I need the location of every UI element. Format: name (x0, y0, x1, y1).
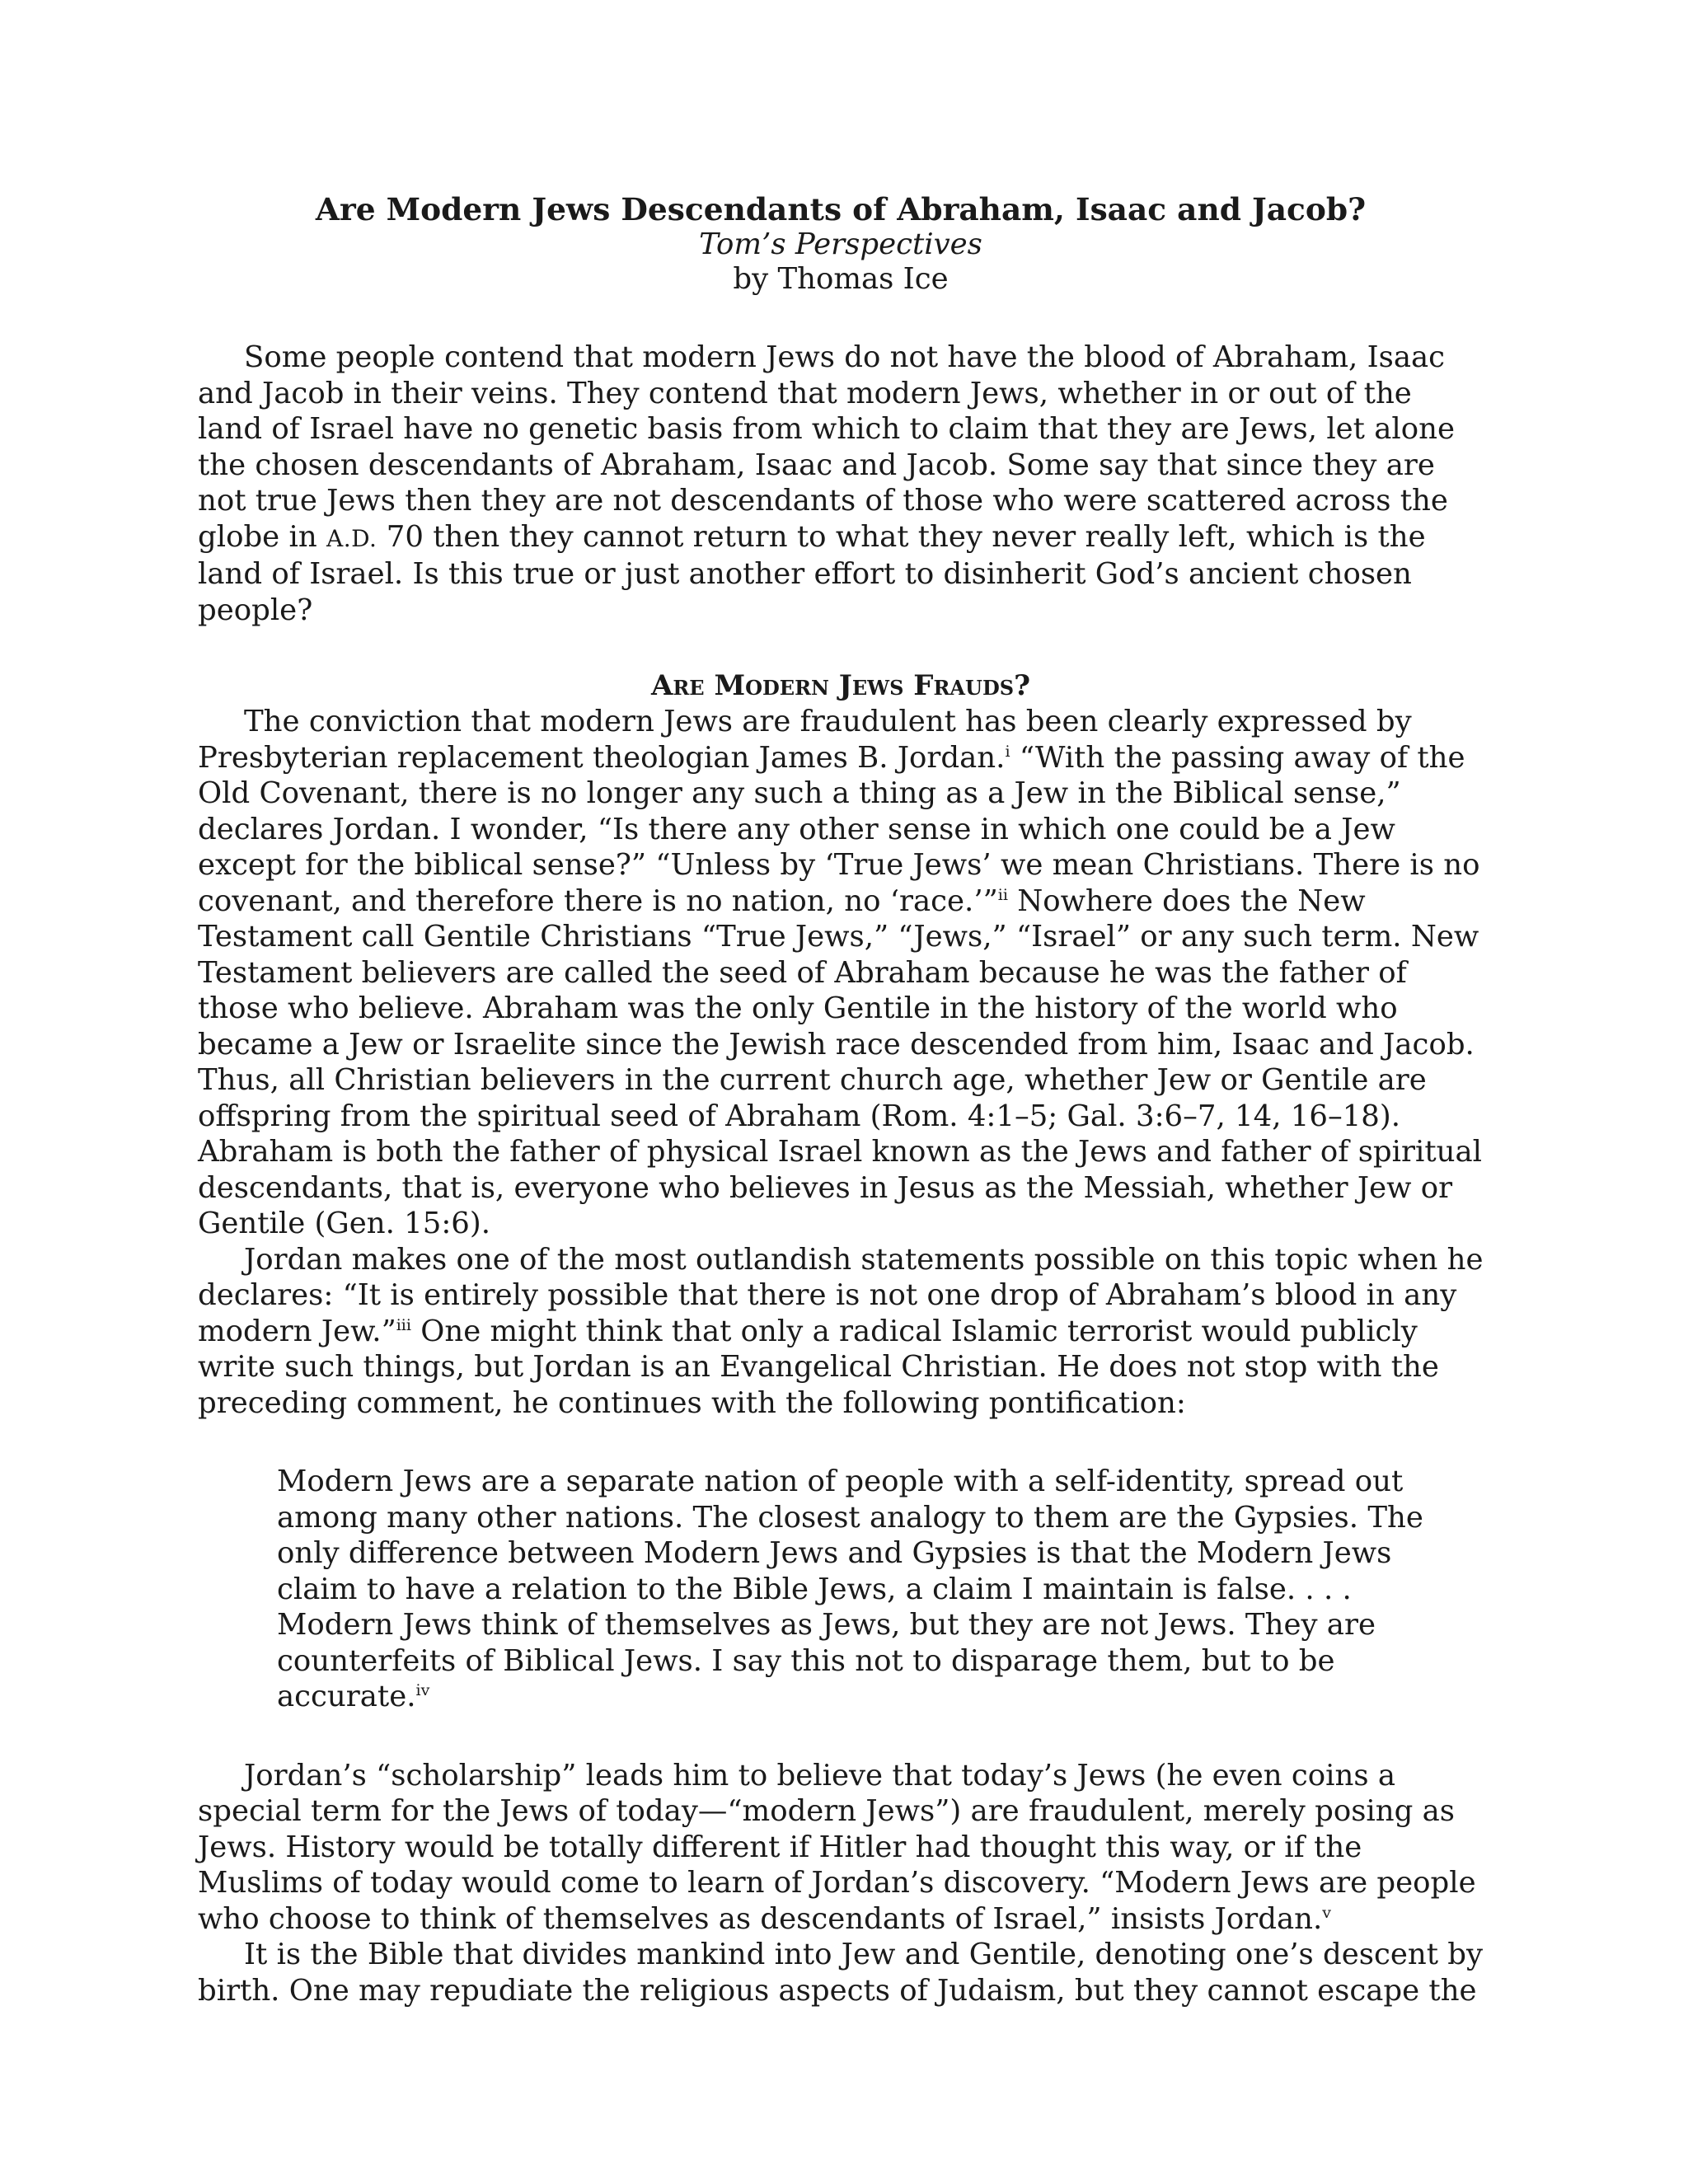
body-paragraph-2 (198, 1242, 1484, 1422)
paragraph-text: One might think that only a radical Islamic terrorist would publicly write such things, but Jordan is an Evangelical Christian. He does not stop with the preceding comment, he continues with the following pontification: (198, 1314, 1439, 1420)
paragraph-text: “With the passing away of the Old Covenant, there is no longer any such a thing as a Jew in the Biblical sense,” declares Jordan. I wonder, “Is there any other sense in which one could be a Jew except for the biblical sense?” “Unless by ‘True Jews’ we mean Christians. There is no covenant, and therefore there is no nation, no ‘race.’” (198, 740, 1480, 918)
page-title: Are Modern Jews Descendants of Abraham, Isaac and Jacob? (315, 191, 1367, 227)
endnote-marker-iii: iii (396, 1315, 411, 1334)
intro-paragraph (198, 340, 1484, 628)
document-body (198, 191, 1484, 2008)
endnote-marker-ii: ii (997, 885, 1008, 904)
endnote-marker-i: i (1005, 742, 1010, 761)
body-paragraph-4: It is the Bible that divides mankind into Jew and Gentile, denoting one’s descent by birth. One may repudiate the religious aspects of Judaism, but they cannot escape the (198, 1938, 1484, 2008)
author-byline: by Thomas Ice (733, 262, 949, 296)
intro-text: Some people contend that modern Jews do not have the blood of Abraham, Isaac and Jacob in their veins. They contend that modern Jews, whether in or out of the land of Israel have no genetic basis from which to claim that they are Jews, let alone the chosen descendants of Abraham, Isaac and Jacob. Some say that since they are not true Jews then they are not descendants of those who were scattered across the globe in (198, 340, 1455, 554)
paragraph-text: Jordan makes one of the most outlandish statements possible on this topic when he declares: “It is entirely possible that there is not one drop of Abraham’s blood in any modern Jew.” (198, 1242, 1484, 1348)
endnote-marker-v: v (1322, 1903, 1331, 1922)
block-quote (277, 1464, 1451, 1715)
quote-text: Modern Jews are a separate nation of people with a self-identity, spread out among many other nations. The closest analogy to them are the Gypsies. The only difference between Modern Jews and Gypsies is that the Modern Jews claim to have a relation to the Bible Jews, a claim I maintain is false. . . . Modern Jews think of themselves as Jews, but they are not Jews. They are counterfeits of Biblical Jews. I say this not to disparage them, but to be accurate. (277, 1465, 1423, 1713)
paragraph-text: Jordan’s “scholarship” leads him to believe that today’s Jews (he even coins a special term for the Jews of today—“modern Jews”) are fraudulent, merely posing as Jews. History would be totally different if Hitler had thought this way, or if the Muslims of today would come to learn of Jordan’s discovery. “Modern Jews are people who choose to think of themselves as descendants of Israel,” insists Jordan. (198, 1758, 1476, 1936)
section-heading: Are Modern Jews Frauds? (650, 669, 1031, 702)
intro-text-end: 70 then they cannot return to what they never really left, which is the land of Israel. Is this true or just another effort to disinherit God’s ancient chosen people? (198, 519, 1426, 627)
body-paragraph-1 (198, 704, 1484, 1242)
paragraph-text: Nowhere does the New Testament call Gentile Christians “True Jews,” “Jews,” “Israel” or any such term. New Testament believers are called the seed of Abraham because he was the father of those who believe. Abraham was the only Gentile in the history of the world who became a Jew or Israelite since the Jewish race descended from him, Isaac and Jacob. Thus, all Christian believers in the current church age, whether Jew or Gentile are offspring from the spiritual seed of Abraham (Rom. 4:1–5; Gal. 3:6–7, 14, 16–18). Abraham is both the father of physical Israel known as the Jews and father of spiritual descendants, that is, everyone who believes in Jesus as the Messiah, whether Jew or Gentile (Gen. 15:6). (198, 883, 1482, 1240)
endnote-marker-iv: iv (415, 1681, 430, 1700)
era-abbreviation: A.D. (326, 524, 377, 552)
paragraph-text: The conviction that modern Jews are fraudulent has been clearly expressed by Presbyterian replacement theologian James B. Jordan. (198, 705, 1412, 775)
series-title: Tom’s Perspectives (699, 227, 982, 261)
body-paragraph-3 (198, 1758, 1484, 1938)
